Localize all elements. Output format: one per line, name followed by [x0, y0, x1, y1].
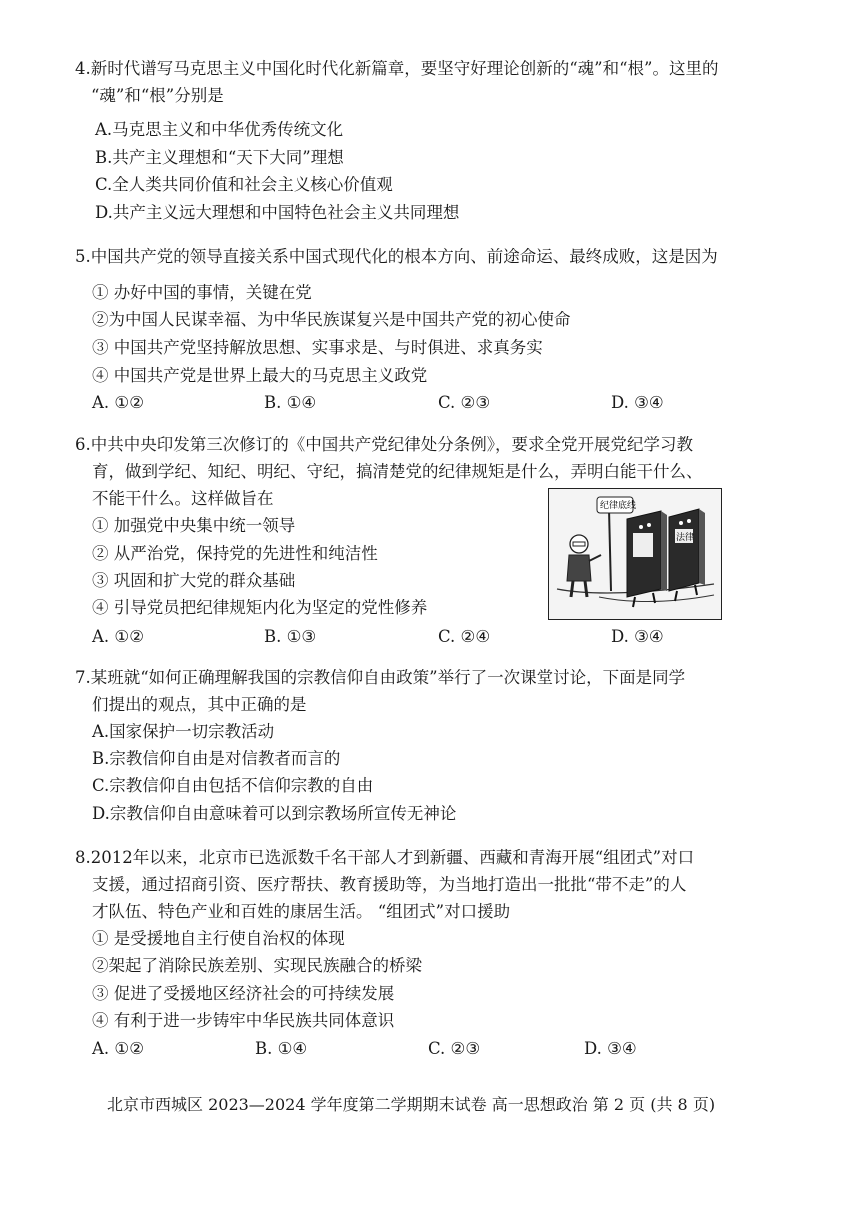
q5-item-3: ③ 中国共产党坚持解放思想、实事求是、与时俱进、求真务实	[92, 338, 543, 357]
q8-choice-c: C. ②③	[428, 1039, 481, 1058]
q8-item-1: ① 是受援地自主行使自治权的体现	[92, 929, 345, 948]
q4-option-a: A.马克思主义和中华优秀传统文化	[95, 120, 344, 139]
q6-stem-line-2: 育，做到学纪、知纪、明纪、守纪，搞清楚党的纪律规矩是什么，弄明白能干什么、	[92, 462, 703, 481]
q8-item-3: ③ 促进了受援地区经济社会的可持续发展	[92, 984, 395, 1003]
q6-choice-c: C. ②④	[438, 627, 491, 646]
q4-stem-line-2: “魂”和“根”分别是	[91, 86, 224, 105]
q7-option-b: B.宗教信仰自由是对信教者而言的	[92, 749, 341, 768]
q7-stem-line-2: 们提出的观点，其中正确的是	[92, 695, 307, 714]
q8-choice-d: D. ③④	[584, 1039, 637, 1058]
q7-option-c: C.宗教信仰自由包括不信仰宗教的自由	[92, 776, 374, 795]
q5-choice-d: D. ③④	[611, 393, 664, 412]
cartoon-person	[567, 535, 601, 597]
q4-stem-line-1: 4.新时代谱写马克思主义中国化时代化新篇章，要坚守好理论创新的“魂”和“根”。这里的	[75, 59, 719, 78]
q6-item-2: ② 从严治党，保持党的先进性和纯洁性	[92, 544, 378, 563]
q4-option-c: C.全人类共同价值和社会主义核心价值观	[95, 175, 393, 194]
q6-choice-a: A. ①②	[92, 627, 144, 646]
discipline-cartoon-image	[548, 488, 722, 620]
q6-stem-line-1: 6.中共中央印发第三次修订的《中国共产党纪律处分条例》，要求全党开展党纪学习教	[75, 435, 693, 454]
q8-stem-line-1: 8.2012年以来，北京市已选派数千名干部人才到新疆、西藏和青海开展“组团式”对口	[75, 848, 695, 867]
q6-item-3: ③ 巩固和扩大党的群众基础	[92, 571, 296, 590]
q7-stem-line-1: 7.某班就“如何正确理解我国的宗教信仰自由政策”举行了一次课堂讨论，下面是同学	[75, 668, 686, 687]
cartoon-books	[627, 509, 705, 607]
q6-item-4: ④ 引导党员把纪律规矩内化为坚定的党性修养	[92, 598, 428, 617]
q5-item-4: ④ 中国共产党是世界上最大的马克思主义政党	[92, 366, 428, 385]
q6-item-1: ① 加强党中央集中统一领导	[92, 516, 296, 535]
page-footer: 北京市西城区 2023—2024 学年度第二学期期末试卷 高一思想政治 第 2 页 (共 8 页)	[107, 1095, 716, 1114]
q8-choice-b: B. ①④	[255, 1039, 308, 1058]
q5-choice-b: B. ①④	[264, 393, 317, 412]
q8-stem-line-2: 支援，通过招商引资、医疗帮扶、教育援助等，为当地打造出一批批“带不走”的人	[92, 875, 687, 894]
q4-option-b: B.共产主义理想和“天下大同”理想	[95, 148, 344, 167]
q7-option-a: A.国家保护一切宗教活动	[92, 722, 275, 741]
q6-stem-line-3: 不能干什么。这样做旨在	[92, 489, 274, 508]
q5-stem: 5.中国共产党的领导直接关系中国式现代化的根本方向、前途命运、最终成败，这是因为	[75, 247, 718, 266]
q8-choice-a: A. ①②	[92, 1039, 144, 1058]
q5-choice-c: C. ②③	[438, 393, 491, 412]
q6-choice-b: B. ①③	[264, 627, 317, 646]
q6-choice-d: D. ③④	[611, 627, 664, 646]
svg-text:纪律底线: 纪律底线	[600, 501, 637, 511]
q8-item-4: ④ 有利于进一步铸牢中华民族共同体意识	[92, 1011, 395, 1030]
q5-choice-a: A. ①②	[92, 393, 144, 412]
cartoon-sign	[597, 497, 636, 513]
q4-option-d: D.共产主义远大理想和中国特色社会主义共同理想	[95, 203, 460, 222]
q8-item-2: ②架起了消除民族差别、实现民族融合的桥梁	[92, 956, 422, 975]
q5-item-1: ① 办好中国的事情，关键在党	[92, 283, 312, 302]
q7-option-d: D.宗教信仰自由意味着可以到宗教场所宣传无神论	[92, 804, 457, 823]
q5-item-2: ②为中国人民谋幸福、为中华民族谋复兴是中国共产党的初心使命	[92, 310, 571, 329]
svg-text:法律: 法律	[676, 533, 695, 543]
q8-stem-line-3: 才队伍、特色产业和百姓的康居生活。 “组团式”对口援助	[92, 902, 511, 921]
